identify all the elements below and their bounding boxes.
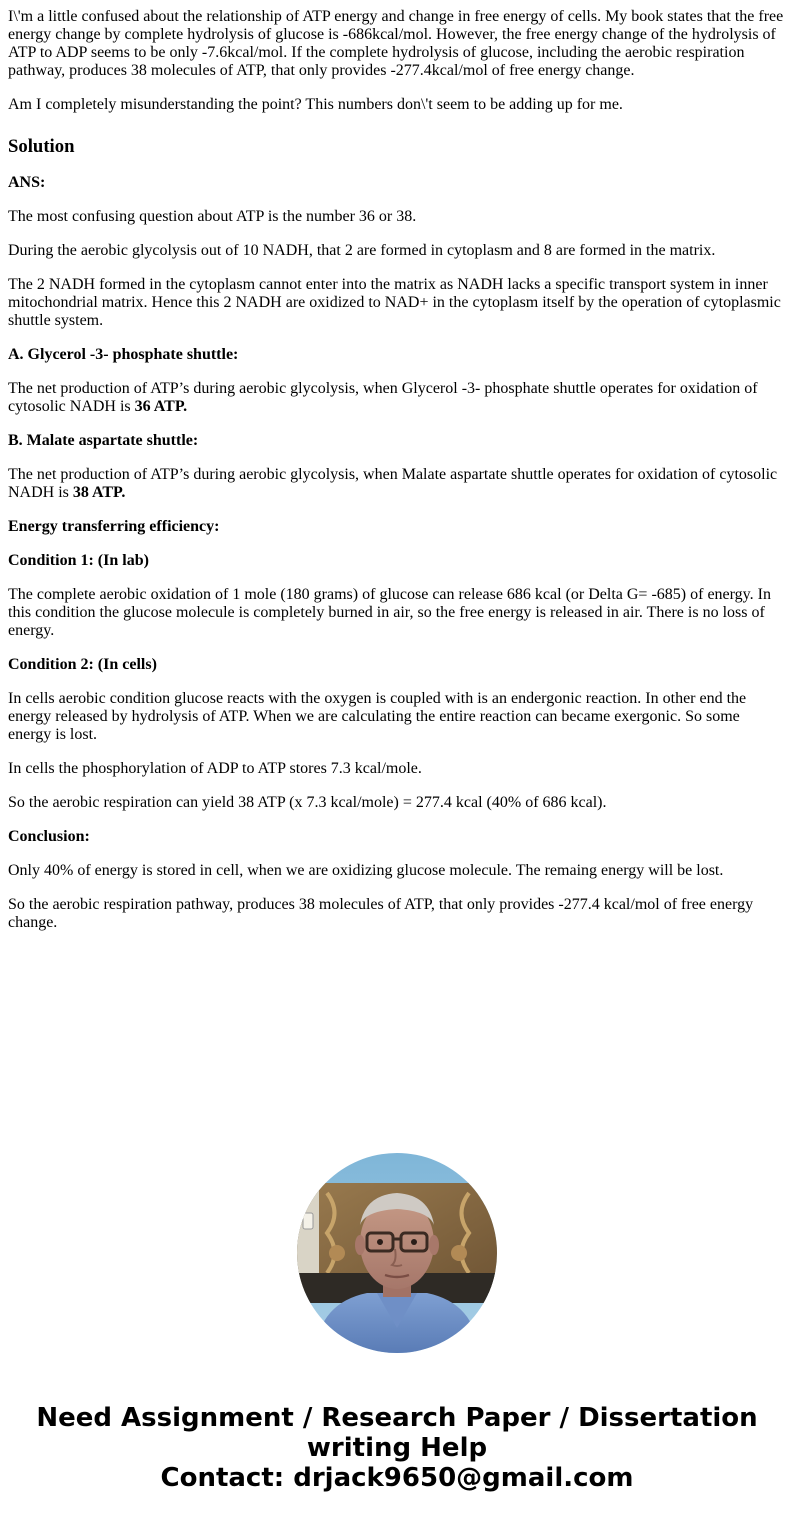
yield-paragraph: So the aerobic respiration can yield 38 ATP (x 7.3 kcal/mole) = 277.4 kcal (40% of 686 kcal). [8, 794, 607, 811]
condition2-heading [8, 656, 786, 674]
document-content [8, 8, 786, 948]
phosphorylation-paragraph: In cells the phosphorylation of ADP to ATP stores 7.3 kcal/mole. [8, 760, 422, 777]
solution-heading: Solution [8, 136, 75, 157]
malate-text: The net production of ATP’s during aerobic glycolysis, when Malate aspartate shuttle operates for oxidation of cytosolic NADH is [8, 466, 778, 501]
condition1-heading [8, 552, 786, 570]
avatar [297, 1153, 497, 1353]
glycerol-paragraph [8, 380, 786, 416]
malate-paragraph [8, 466, 786, 502]
glycerol-text: The net production of ATP’s during aerobic glycolysis, when Glycerol -3- phosphate shuttle operates for oxidation of cytosolic NADH is [8, 380, 758, 415]
footer-banner [0, 1403, 794, 1493]
nadh-paragraph: During the aerobic glycolysis out of 10 NADH, that 2 are formed in cytoplasm and 8 are formed in the matrix. [8, 242, 716, 259]
efficiency-heading [8, 518, 786, 536]
footer-contact: Contact: drjack9650@gmail.com [160, 1463, 634, 1493]
footer-line-1: Need Assignment / Research Paper / Dissertation [36, 1403, 758, 1433]
footer-line-2: writing Help [306, 1433, 488, 1463]
condition1-heading-text: Condition 1: (In lab) [8, 552, 149, 569]
condition1-paragraph: The complete aerobic oxidation of 1 mole (180 grams) of glucose can release 686 kcal (or Delta G= -685) of energy. In this condition the glucose molecule is completely burned in air, so the free energy is released in air. There is no loss of energy. [8, 586, 771, 639]
malate-value: 38 ATP. [72, 484, 126, 501]
ans-label [8, 174, 786, 192]
shuttle-paragraph: The 2 NADH formed in the cytoplasm cannot enter into the matrix as NADH lacks a specific transport system in inner mitochondrial matrix. Hence this 2 NADH are oxidized to NAD+ in the cytoplasm itself by the operation of cytoplasmic shuttle system. [8, 276, 781, 329]
malate-heading [8, 432, 786, 450]
glycerol-value: 36 ATP. [134, 398, 188, 415]
conclusion-heading [8, 828, 786, 846]
conclusion-paragraph-1: Only 40% of energy is stored in cell, when we are oxidizing glucose molecule. The remaing energy will be lost. [8, 862, 724, 879]
tutor-photo [297, 1153, 497, 1353]
condition2-heading-text: Condition 2: (In cells) [8, 656, 157, 673]
glycerol-heading [8, 346, 786, 364]
efficiency-heading-text: Energy transferring efficiency: [8, 518, 220, 535]
conclusion-paragraph-2: So the aerobic respiration pathway, produces 38 molecules of ATP, that only provides -277.4 kcal/mol of free energy change. [8, 896, 754, 931]
glycerol-heading-text: A. Glycerol -3- phosphate shuttle: [8, 346, 239, 363]
conclusion-heading-text: Conclusion: [8, 828, 90, 845]
question-paragraph-2: Am I completely misunderstanding the point? This numbers don\'t seem to be adding up for me. [8, 96, 623, 113]
malate-heading-text: B. Malate aspartate shuttle: [8, 432, 199, 449]
solution-intro: The most confusing question about ATP is the number 36 or 38. [8, 208, 417, 225]
question-paragraph-1: I\'m a little confused about the relationship of ATP energy and change in free energy of cells. My book states that the free energy change by complete hydrolysis of glucose is -686kcal/mol. However, the free energy change of the hydrolysis of ATP to ADP seems to be only -7.6kcal/mol. If the complete hydrolysis of glucose, including the aerobic respiration pathway, produces 38 molecules of ATP, that only provides -277.4kcal/mol of free energy change. [8, 8, 784, 79]
condition2-paragraph: In cells aerobic condition glucose reacts with the oxygen is coupled with is an endergonic reaction. In other end the energy released by hydrolysis of ATP. When we are calculating the entire reaction can became exergonic. So some energy is lost. [8, 690, 747, 743]
ans-label-text: ANS: [8, 174, 46, 191]
